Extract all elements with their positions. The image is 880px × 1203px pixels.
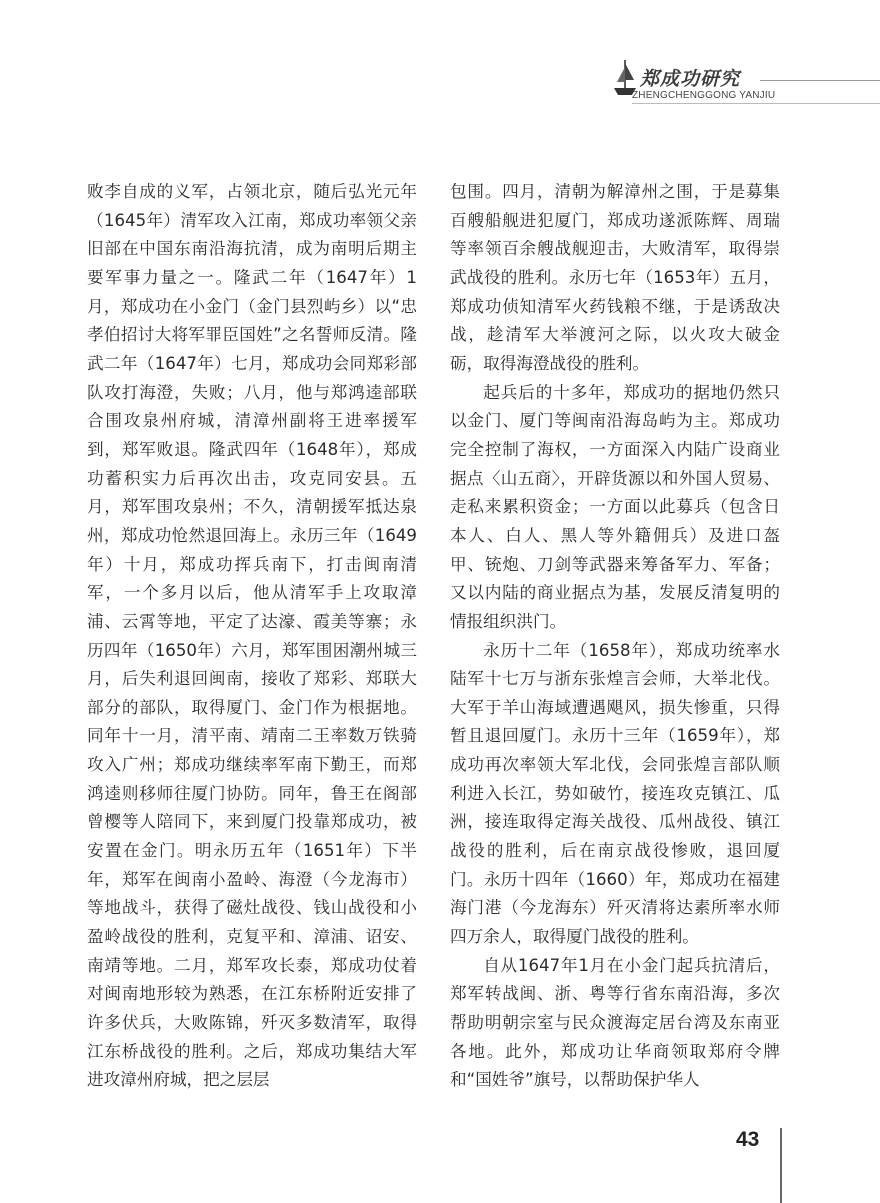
- right-column: [450, 178, 780, 1095]
- running-header: [600, 50, 880, 110]
- journal-subtitle: ZHENGCHENGGONG YANJIU: [632, 90, 776, 101]
- page-number: 43: [736, 1128, 760, 1151]
- paragraph: 败李自成的义军，占领北京，随后弘光元年（1645年）清军攻入江南，郑成功率领父亲旧部在中国东南沿海抗清，成为南明后期主要军事力量之一。隆武二年（1647年）1月，郑成功在小金门（金门县烈屿乡）以“忠孝伯招讨大将军罪臣国姓”之名誓师反清。隆武二年（1647年）七月，郑成功会同郑彩部队攻打海澄，失败；八月，他与郑鸿逵部联合围攻泉州府城，清漳州副将王进率援军到，郑军败退。隆武四年（1648年），郑成功蓄积实力后再次出击，攻克同安县。五月，郑军围攻泉州；不久，清朝援军抵达泉州，郑成功怆然退回海上。永历三年（1649年）十月，郑成功挥兵南下，打击闽南清军，一个多月以后，他从清军手上攻取漳浦、云霄等地，平定了达濠、霞美等寨；永历四年（1650年）六月，郑军围困潮州城三月，后失利退回闽南，接收了郑彩、郑联大部分的部队，取得厦门、金门作为根据地。同年十一月，清平南、靖南二王率数万铁骑攻入广州；郑成功继续率军南下勤王，而郑鸿逵则移师往厦门协防。同年，鲁王在阁部曾樱等人陪同下，来到厦门投靠郑成功，被安置在金门。明永历五年（1651年）下半年，郑军在闽南小盈岭、海澄（今龙海市）等地战斗，获得了磁灶战役、钱山战役和小盈岭战役的胜利，克复平和、漳浦、诏安、南靖等地。二月，郑军攻长泰，郑成功仗着对闽南地形较为熟悉，在江东桥附近安排了许多伏兵，大败陈锦，歼灭多数清军，取得江东桥战役的胜利。之后，郑成功集结大军进攻漳州府城，把之层层: [87, 182, 417, 1090]
- paragraph: 自从1647年1月在小金门起兵抗清后，郑军转战闽、浙、粤等行省东南沿海，多次帮助明朝宗室与民众渡海定居台湾及东南亚各地。此外，郑成功让华商领取郑府令牌和“国姓爷”旗号，以帮助保护华人: [450, 955, 780, 1090]
- paragraph: 永历十二年（1658年），郑成功统率水陆军十七万与浙东张煌言会师，大举北伐。大军于羊山海域遭遇飓风，损失惨重，只得暂且退回厦门。永历十三年（1659年），郑成功再次率领大军北伐，会同张煌言部队顺利进入长江，势如破竹，接连攻克镇江、瓜洲，接连取得定海关战役、瓜州战役、镇江战役的胜利，后在南京战役惨败，退回厦门。永历十四年（1660）年，郑成功在福建海门港（今龙海东）歼灭清将达素所率水师四万余人，取得厦门战役的胜利。: [450, 640, 780, 947]
- header-rule: [760, 80, 880, 81]
- paragraph: 包围。四月，清朝为解漳州之围，于是募集百艘船舰进犯厦门，郑成功遂派陈辉、周瑞等率领百余艘战舰迎击，大败清军，取得崇武战役的胜利。永历七年（1653年）五月，郑成功侦知清军火药钱粮不继，于是诱敌决战，趁清军大举渡河之际，以火攻大破金砺，取得海澄战役的胜利。: [450, 182, 780, 373]
- journal-title: 郑成功研究: [640, 68, 741, 90]
- left-column: [87, 178, 417, 1095]
- paragraph: 起兵后的十多年，郑成功的据地仍然只以金门、厦门等闽南沿海岛屿为主。郑成功完全控制了海权，一方面深入内陆广设商业据点〈山五商〉，开辟货源以和外国人贸易、走私来累积资金；一方面以此募兵（包含日本人、白人、黑人等外籍佣兵）及进口盔甲、铳炮、刀剑等武器来筹备军力、军备；又以内陆的商业据点为基，发展反清复明的情报组织洪门。: [450, 382, 780, 631]
- header-underline: [632, 103, 880, 104]
- page-number-rule: [780, 1128, 782, 1203]
